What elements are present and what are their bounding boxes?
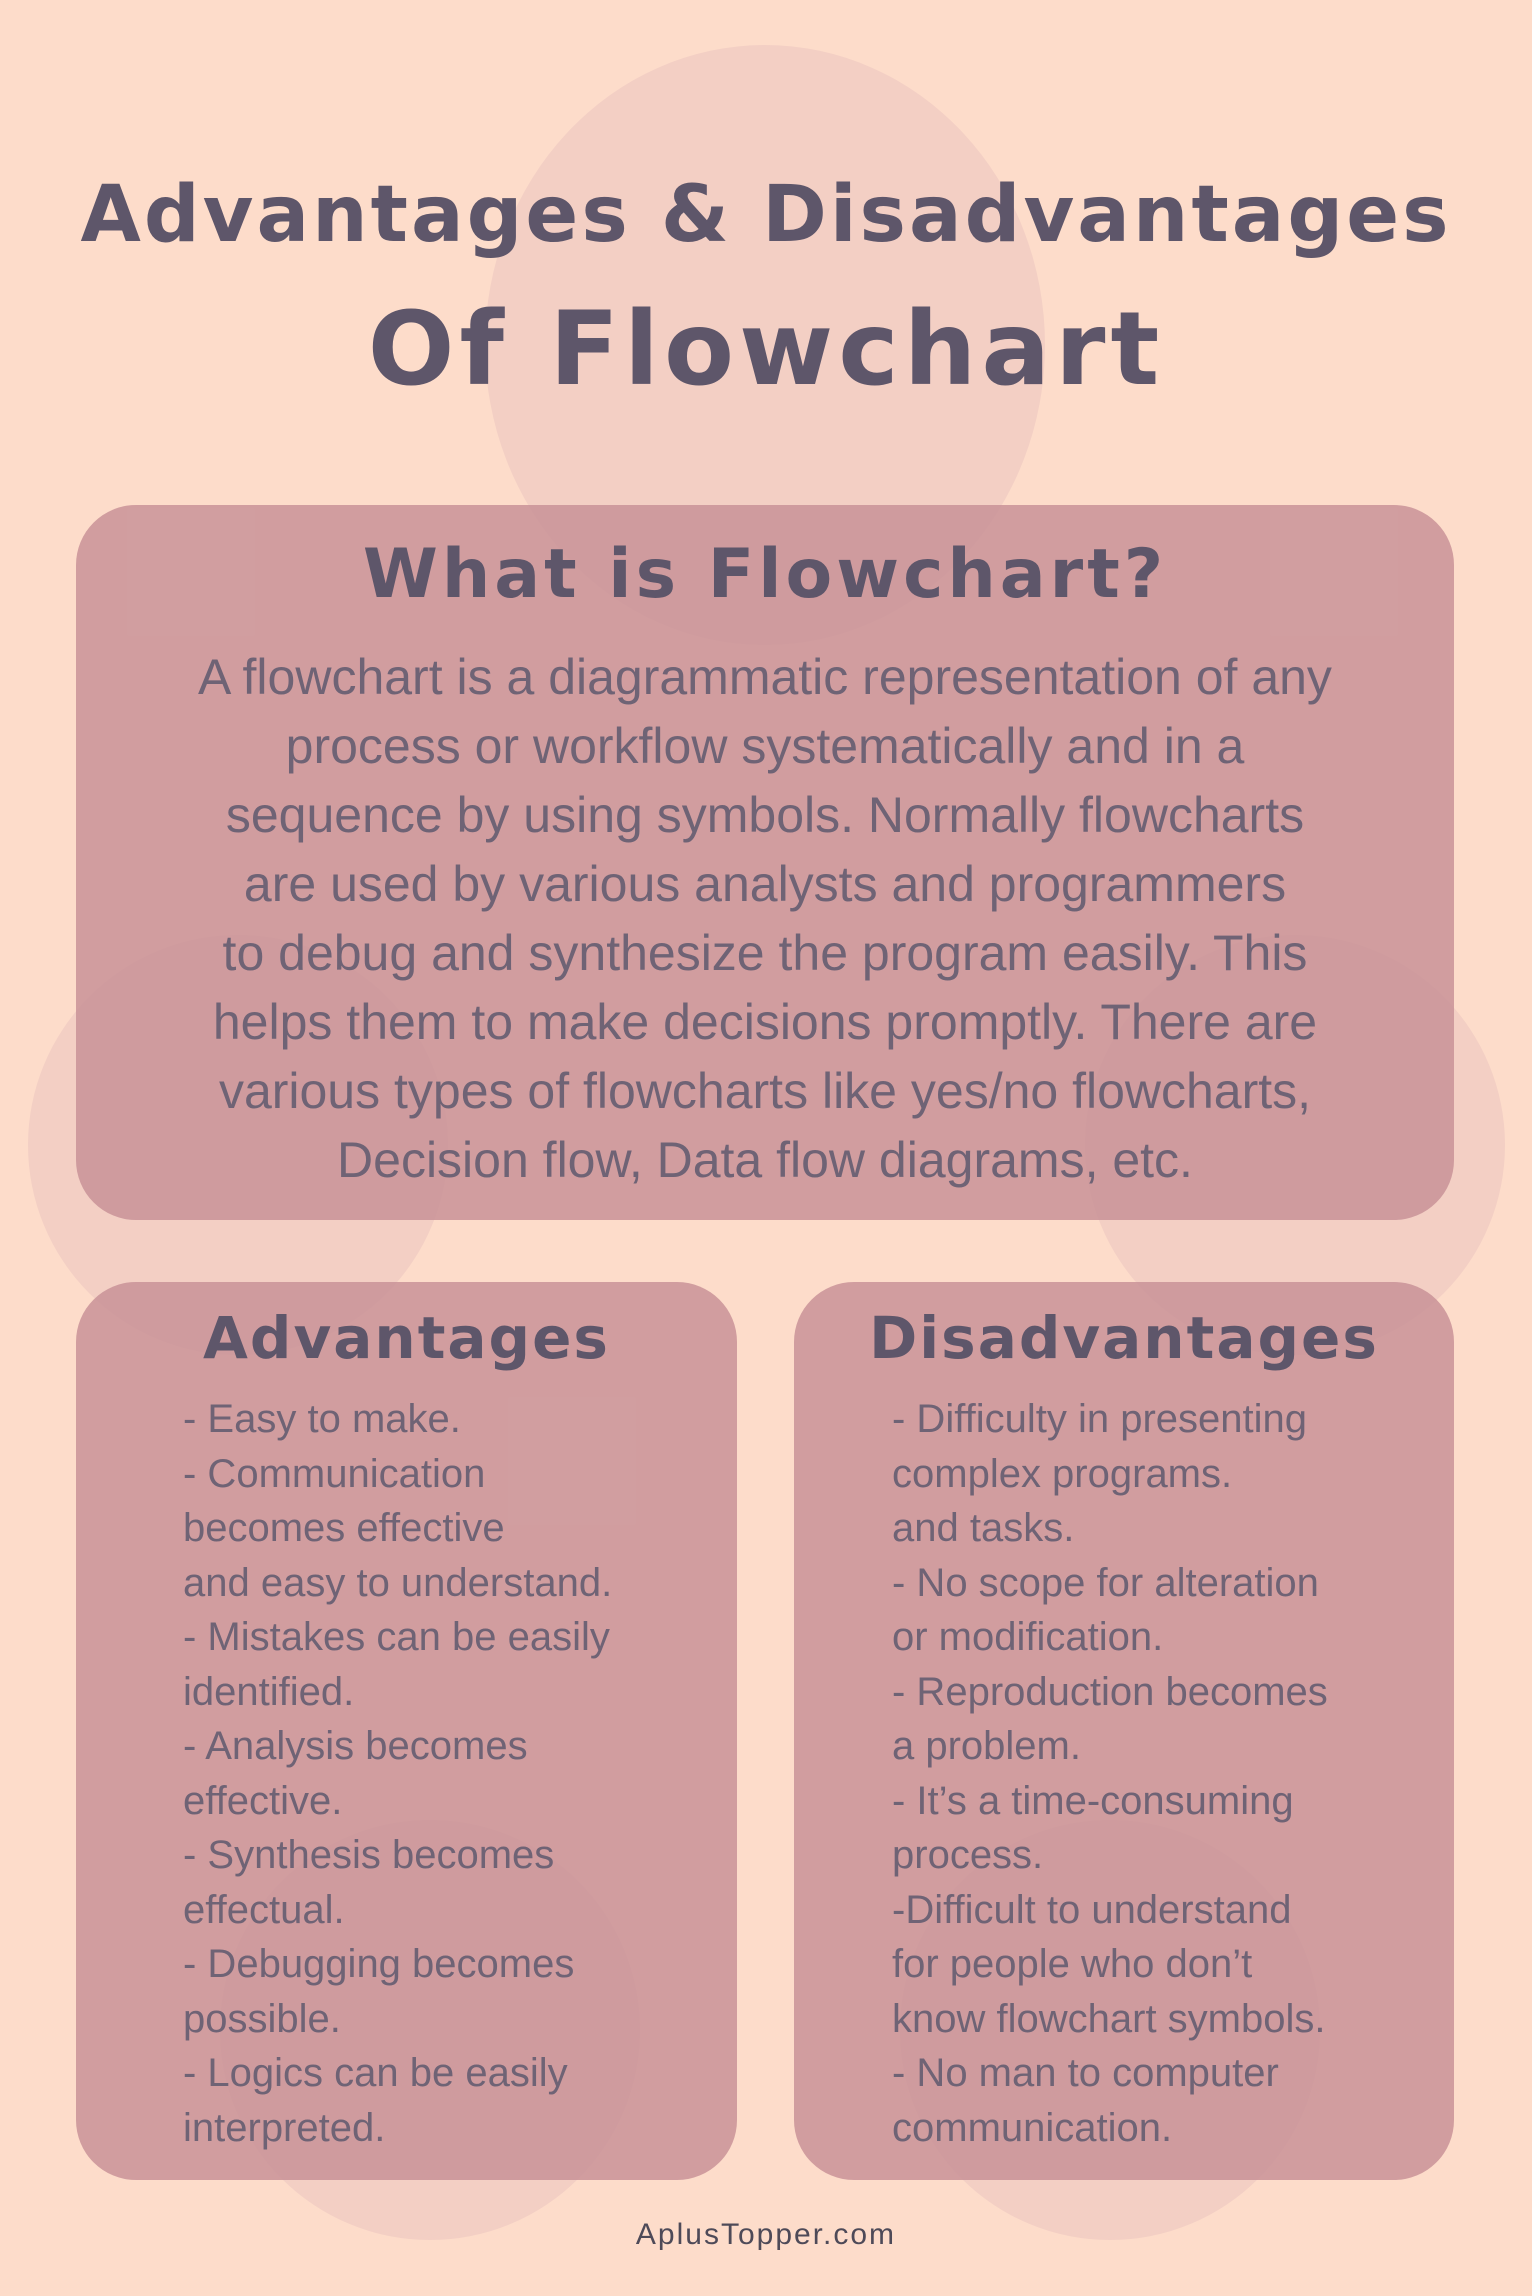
- text-line: are used by various analysts and programmers: [243, 856, 1287, 912]
- advantages-list: [183, 1392, 612, 2155]
- text-line: and easy to understand.: [183, 1560, 613, 1605]
- what-is-flowchart-card: [76, 505, 1454, 1220]
- text-line: process or workflow systematically and in a: [285, 718, 1245, 774]
- text-line: know flowchart symbols.: [892, 1996, 1326, 2041]
- text-line: complex programs.: [892, 1451, 1233, 1496]
- page-title-line2: Of Flowchart: [367, 290, 1165, 409]
- text-line: sequence by using symbols. Normally flowcharts: [225, 787, 1305, 843]
- text-line: helps them to make decisions promptly. There are: [212, 994, 1318, 1050]
- text-line: - Easy to make.: [183, 1397, 461, 1441]
- what-is-heading: What is Flowchart?: [362, 535, 1168, 614]
- text-line: to debug and synthesize the program easily. This: [222, 925, 1308, 981]
- text-line: - Synthesis becomes: [183, 1833, 555, 1877]
- text-line: or modification.: [892, 1615, 1164, 1659]
- text-line: - No man to computer: [892, 2051, 1279, 2095]
- advantages-heading: Advantages: [203, 1304, 610, 1372]
- text-line: and tasks.: [892, 1506, 1075, 1550]
- text-line: - Reproduction becomes: [892, 1669, 1328, 1714]
- text-line: - No scope for alteration: [892, 1560, 1319, 1605]
- text-line: becomes effective: [183, 1506, 505, 1550]
- text-line: Decision flow, Data flow diagrams, etc.: [337, 1132, 1193, 1188]
- text-line: - Mistakes can be easily: [183, 1615, 610, 1659]
- text-line: interpreted.: [183, 2105, 386, 2150]
- text-line: possible.: [183, 1996, 341, 2041]
- text-line: - Logics can be easily: [183, 2051, 568, 2095]
- footer-site-link: AplusTopper.com: [635, 2218, 897, 2251]
- disadvantages-heading: Disadvantages: [869, 1304, 1379, 1372]
- page-title-line1: Advantages & Disadvantages: [80, 170, 1452, 260]
- disadvantages-card: [794, 1282, 1454, 2180]
- text-line: - Communication: [183, 1451, 486, 1496]
- disadvantages-list: [892, 1392, 1328, 2155]
- what-is-description: [76, 643, 1454, 1195]
- text-line: effective.: [183, 1778, 343, 1823]
- text-line: -Difficult to understand: [892, 1887, 1292, 1932]
- text-line: identified.: [183, 1669, 355, 1714]
- text-line: communication.: [892, 2105, 1173, 2150]
- text-line: - Analysis becomes: [183, 1724, 528, 1768]
- advantages-card: [76, 1282, 737, 2180]
- text-line: - Debugging becomes: [183, 1942, 575, 1986]
- text-line: various types of flowcharts like yes/no flowcharts,: [218, 1063, 1312, 1119]
- text-line: - It’s a time-consuming: [892, 1778, 1294, 1823]
- text-line: - Difficulty in presenting: [892, 1397, 1307, 1441]
- text-line: process.: [892, 1833, 1044, 1877]
- text-line: A flowchart is a diagrammatic representation of any: [198, 649, 1332, 705]
- text-line: effectual.: [183, 1887, 345, 1932]
- text-line: for people who don’t: [892, 1942, 1253, 1986]
- text-line: a problem.: [892, 1724, 1081, 1768]
